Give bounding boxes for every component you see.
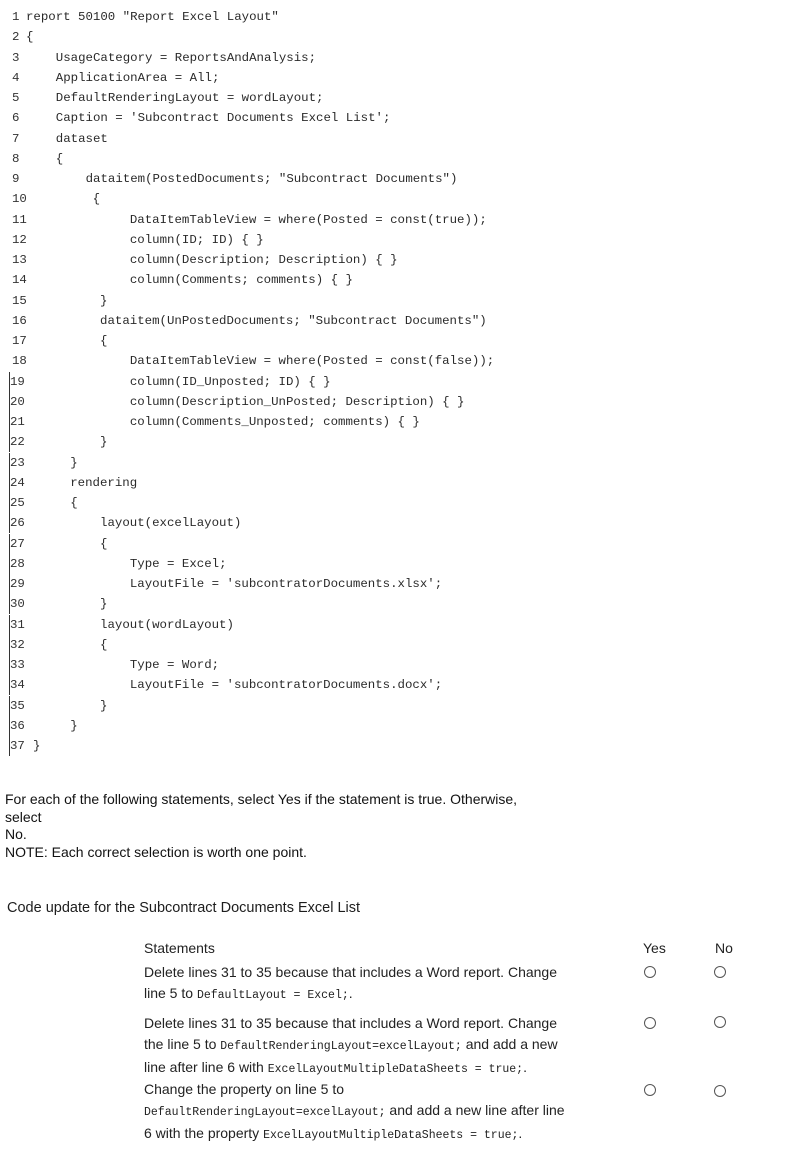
code-text: DataItemTableView = where(Posted = const(false)); [129, 354, 495, 369]
code-line [0, 696, 628, 716]
code-line [0, 574, 628, 594]
code-line [0, 554, 628, 574]
statement-3 [144, 1079, 604, 1146]
line-number: 10 [12, 192, 27, 207]
code-line [0, 129, 628, 149]
line-number: 19 [10, 374, 25, 389]
code-snippet: DefaultRenderingLayout=excelLayout; [144, 1106, 386, 1119]
code-line [0, 169, 628, 189]
line-number: 6 [12, 111, 20, 126]
code-text: dataitem(PostedDocuments; "Subcontract Documents") [85, 172, 458, 186]
code-line [0, 655, 628, 675]
line-number: 33 [10, 658, 25, 672]
statement-text: . [523, 1059, 527, 1075]
code-line [0, 351, 628, 371]
code-text: layout(excelLayout) [100, 516, 242, 531]
code-text: ApplicationArea = All; [55, 70, 220, 85]
line-number: 11 [12, 212, 27, 227]
code-line [0, 372, 628, 392]
code-line [0, 108, 628, 128]
code-text: { [70, 496, 78, 510]
line-number: 23 [10, 455, 25, 470]
line-number: 37 [10, 739, 25, 753]
line-number: 36 [10, 718, 25, 733]
code-line [0, 635, 628, 655]
code-line [0, 270, 628, 290]
line-number: 17 [12, 334, 27, 348]
instruction-line: For each of the following statements, select Yes if the statement is true. Otherwise, [5, 791, 518, 807]
code-text: { [55, 151, 64, 166]
code-line [0, 88, 628, 108]
code-text: rendering [70, 475, 138, 490]
statement-text: . [348, 985, 353, 1001]
code-text: } [70, 455, 78, 470]
code-text: } [100, 698, 108, 713]
line-number: 1 [12, 10, 20, 24]
line-number: 12 [12, 232, 27, 247]
code-text: DataItemTableView = where(Posted = const(true)); [129, 212, 487, 227]
statement-2 [144, 1013, 604, 1080]
code-text: DefaultRenderingLayout = wordLayout; [55, 91, 324, 105]
line-number: 29 [10, 577, 25, 591]
code-text: } [70, 718, 78, 733]
code-line [0, 27, 628, 47]
code-line [0, 311, 628, 331]
code-text: { [100, 536, 108, 551]
code-line [0, 675, 628, 695]
line-number: 5 [12, 91, 20, 105]
code-text: UsageCategory = ReportsAndAnalysis; [55, 50, 317, 65]
code-line [0, 210, 628, 230]
code-text: column(Comments; comments) { } [129, 273, 353, 288]
code-text: dataitem(UnPostedDocuments; "Subcontract Documents") [100, 313, 487, 328]
statement-3-no-radio[interactable] [714, 1085, 726, 1097]
statement-text: 6 with the property [144, 1125, 264, 1141]
statement-3-yes-radio[interactable] [644, 1084, 656, 1096]
statement-text: Change the property on line 5 to [144, 1081, 345, 1097]
statement-1-no-radio[interactable] [714, 966, 726, 978]
line-number: 28 [10, 556, 25, 571]
code-line [0, 250, 628, 270]
code-text: layout(wordLayout) [100, 617, 234, 632]
line-number: 30 [10, 597, 25, 612]
code-line [0, 453, 628, 473]
code-text: column(Description; Description) { } [129, 253, 398, 267]
line-number: 26 [10, 516, 25, 531]
code-line [0, 493, 628, 513]
line-number: 20 [10, 394, 25, 409]
line-number: 18 [12, 354, 27, 369]
answer-panel [0, 920, 808, 1166]
code-line [0, 189, 628, 209]
line-number: 21 [10, 415, 25, 429]
code-line [0, 473, 628, 493]
statement-text: and add a new [461, 1036, 558, 1052]
statement-text: line after line 6 with [144, 1059, 268, 1075]
statement-text-line [144, 983, 604, 1006]
statement-text: Delete lines 31 to 35 because that includes a Word report. Change [144, 1015, 557, 1031]
instructions [5, 791, 645, 861]
line-number: 15 [12, 293, 27, 308]
code-text: Type = Excel; [129, 556, 227, 571]
line-number: 24 [10, 475, 25, 490]
code-line [0, 716, 628, 736]
line-number: 14 [12, 273, 27, 288]
code-line [0, 594, 628, 614]
statement-1 [144, 962, 604, 1006]
statement-text-line [144, 1034, 604, 1057]
line-number: 13 [12, 253, 27, 267]
line-number: 9 [12, 172, 20, 186]
line-number: 16 [12, 313, 27, 328]
code-line [0, 7, 628, 27]
line-number: 27 [10, 536, 25, 551]
code-text: } [33, 739, 41, 753]
statement-2-no-radio[interactable] [714, 1016, 726, 1028]
code-text: { [92, 192, 101, 207]
code-snippet: ExcelLayoutMultipleDataSheets = true; [267, 1063, 524, 1076]
line-number: 4 [12, 70, 20, 85]
code-line [0, 68, 628, 88]
line-number: 32 [10, 637, 25, 652]
code-line [0, 513, 628, 533]
code-text: column(ID_Unposted; ID) { } [129, 374, 331, 389]
line-number: 2 [12, 30, 20, 45]
code-text: LayoutFile = 'subcontratorDocuments.xlsx'; [129, 577, 443, 591]
code-text: column(ID; ID) { } [129, 232, 264, 247]
line-number: 25 [10, 496, 25, 510]
code-text: } [100, 435, 108, 450]
no-header: No [715, 940, 733, 956]
code-text: Type = Word; [129, 658, 220, 672]
statement-1-yes-radio[interactable] [644, 966, 656, 978]
code-line [0, 149, 628, 169]
code-snippet: DefaultRenderingLayout=excelLayout; [220, 1040, 462, 1053]
line-number: 22 [10, 435, 25, 450]
code-line [0, 412, 628, 432]
code-text: Caption = 'Subcontract Documents Excel List'; [55, 111, 391, 126]
instruction-line: No. [5, 826, 27, 842]
line-number: 34 [10, 678, 25, 693]
code-snippet: ExcelLayoutMultipleDataSheets = true; [263, 1129, 519, 1142]
instruction-line: select [5, 808, 42, 825]
code-text: column(Description_UnPosted; Description) { } [129, 394, 465, 409]
code-line [0, 736, 628, 756]
code-line [0, 48, 628, 68]
statement-text-line [144, 1123, 604, 1146]
line-number: 31 [10, 617, 25, 632]
line-number: 3 [12, 50, 20, 65]
code-text: { [100, 334, 108, 348]
code-text: } [100, 597, 108, 612]
statement-text: the line 5 to [144, 1036, 221, 1052]
statement-text: Delete lines 31 to 35 because that includes a Word report. Change [144, 964, 557, 980]
line-number: 8 [12, 151, 20, 166]
code-line [0, 534, 628, 554]
line-number: 35 [10, 698, 25, 713]
code-text: LayoutFile = 'subcontratorDocuments.docx'; [129, 678, 443, 693]
instruction-note: NOTE: Each correct selection is worth one point. [5, 843, 307, 860]
statements-header: Statements [144, 940, 215, 956]
statement-text: line 5 to [144, 985, 197, 1001]
statement-text-line [144, 1100, 604, 1123]
statement-2-yes-radio[interactable] [644, 1017, 656, 1029]
statement-text-line [144, 1057, 604, 1080]
code-line [0, 331, 628, 351]
statement-text: . [518, 1125, 523, 1141]
code-text: dataset [55, 131, 108, 146]
code-text: { [26, 30, 34, 45]
statement-text: and add a new line after line [385, 1102, 565, 1118]
code-snippet: DefaultLayout = Excel; [196, 989, 349, 1002]
code-text: report 50100 "Report Excel Layout" [26, 10, 279, 24]
code-line [0, 392, 628, 412]
question-title: Code update for the Subcontract Documents Excel List [7, 900, 361, 916]
code-text: { [100, 637, 108, 652]
yes-header: Yes [643, 940, 666, 956]
code-line [0, 230, 628, 250]
code-text: } [100, 293, 108, 308]
line-number: 7 [12, 131, 20, 146]
code-line [0, 432, 628, 452]
code-line [0, 291, 628, 311]
code-line [0, 615, 628, 635]
code-text: column(Comments_Unposted; comments) { } [129, 415, 420, 429]
